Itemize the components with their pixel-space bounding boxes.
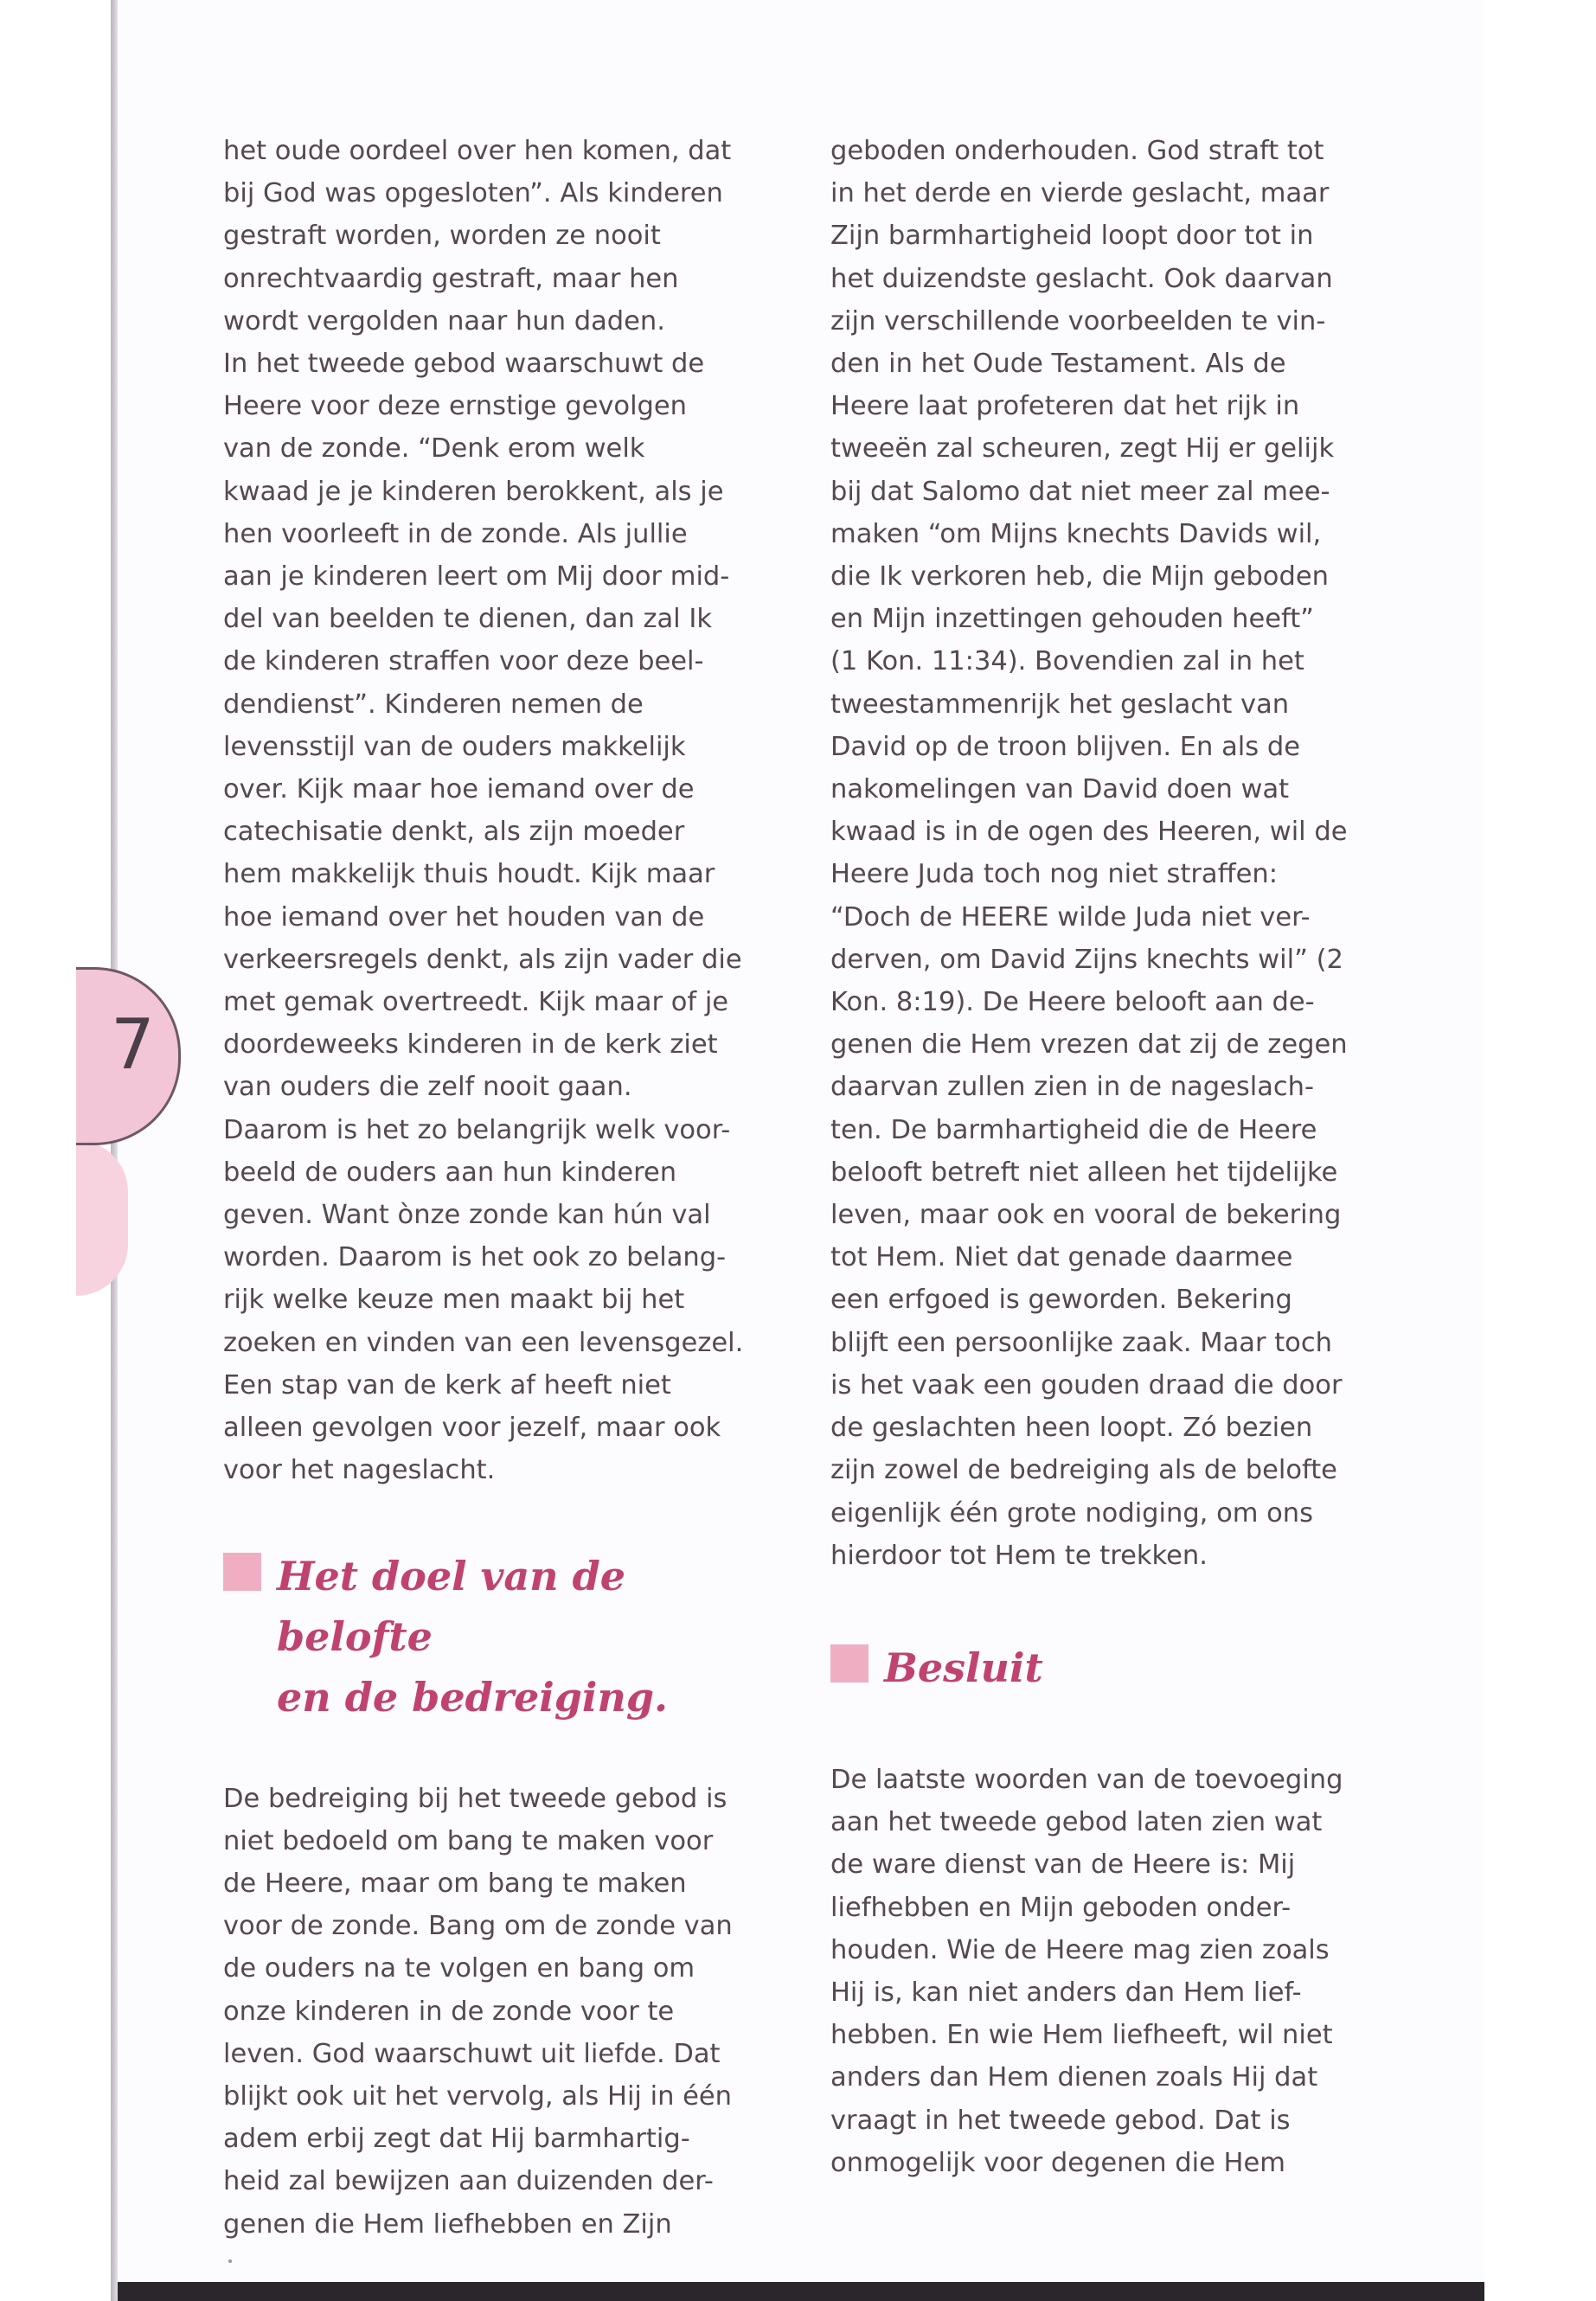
section-heading-besluit: [830, 1638, 1371, 1698]
right-column: [830, 130, 1371, 2184]
scan-margin-right: [1484, 0, 1596, 2301]
left-column: [223, 130, 764, 2246]
right-paragraph-1: geboden onderhouden. God straft tot in het derde en vierde geslacht, maar Zijn barmhartigheid loopt door tot in het duizendste geslacht. Ook daarvan zijn verschillende voorbeelden te vin- den in het Oude Testament. Als de Heere laat profeteren dat het rijk in tweeën zal scheuren, zegt Hij er gelijk bij dat Salomo dat niet meer zal mee- maken “om Mijns knechts Davids wil, die Ik verkoren heb, die Mijn geboden en Mijn inzettingen gehouden heeft” (1 Kon. 11:34). Bovendien zal in het tweestammenrijk het geslacht van David op de troon blijven. En als de nakomelingen van David doen wat kwaad is in de ogen des Heeren, wil de Heere Juda toch nog niet straffen: “Doch de HEERE wilde Juda niet ver- derven, om David Zijns knechts wil” (2 Kon. 8:19). De Heere belooft aan de- genen die Hem vrezen dat zij de zegen daarvan zullen zien in de nageslach- ten. De barmhartigheid die de Heere belooft betreft niet alleen het tijdelijke leven, maar ook en vooral de bekering tot Hem. Niet dat genade daarmee een erfgoed is geworden. Bekering blijft een persoonlijke zaak. Maar toch is het vaak een gouden draad die door de geslachten heen loopt. Zó bezien zijn zowel de bedreiging als de belofte eigenlijk één grote nodiging, om ons hierdoor tot Hem te trekken.: [830, 136, 1348, 1571]
right-paragraph-2: De laatste woorden van de toevoeging aan het tweede gebod laten zien wat de ware dienst van de Heere is: Mij liefhebben en Mijn geboden onder- houden. Wie de Heere mag zien zoals Hij is, kan niet anders dan Hem lief- hebben. En wie Hem liefheeft, wil niet anders dan Hem dienen zoals Hij dat vraagt in het tweede gebod. Dat is onmogelijk voor degenen die Hem: [830, 1764, 1343, 2178]
chapter-tab-number: 7: [111, 1004, 155, 1085]
section-heading-besluit-text: Besluit: [884, 1644, 1043, 1691]
left-paragraph-1: het oude oordeel over hen komen, dat bij God was opgesloten”. Als kinderen gestraft worden, worden ze nooit onrechtvaardig gestraft, maar hen wordt vergolden naar hun daden. In het tweede gebod waarschuwt de Heere voor deze ernstige gevolgen van de zonde. “Denk erom welk kwaad je je kinderen berokkent, als je hen voorleeft in de zonde. Als jullie aan je kinderen leert om Mij door mid- del van beelden te dienen, dan zal Ik de kinderen straffen voor deze beel- dendienst”. Kinderen nemen de levensstijl van de ouders makkelijk over. Kijk maar hoe iemand over de catechisatie denkt, als zijn moeder hem makkelijk thuis houdt. Kijk maar hoe iemand over het houden van de verkeersregels denkt, als zijn vader die met gemak overtreedt. Kijk maar of je doordeweeks kinderen in de kerk ziet van ouders die zelf nooit gaan. Daarom is het zo belangrijk welk voor- beeld de ouders aan hun kinderen geven. Want ònze zonde kan hún val worden. Daarom is het ook zo belang- rijk welke keuze men maakt bij het zoeken en vinden van een levensgezel. Een stap van de kerk af heeft niet alleen gevolgen voor jezelf, maar ook voor het nageslacht.: [223, 136, 744, 1486]
section-heading-doel-text: Het doel van de belofte en de bedreiging.: [277, 1552, 669, 1721]
page-bottom-edge: [118, 2282, 1484, 2301]
scan-speck: [228, 2259, 232, 2263]
section-heading-doel: [223, 1546, 764, 1727]
left-paragraph-2: De bedreiging bij het tweede gebod is niet bedoeld om bang te maken voor de Heere, maar om bang te maken voor de zonde. Bang om de zonde van de ouders na te volgen en bang om onze kinderen in de zonde voor te leven. God waarschuwt uit liefde. Dat blijkt ook uit het vervolg, als Hij in één adem erbij zegt dat Hij barmhartig- heid zal bewijzen aan duizenden der- genen die Hem liefhebben en Zijn: [223, 1783, 733, 2240]
page-binding-edge: [111, 0, 118, 2301]
heading-square-icon: [223, 1553, 261, 1591]
heading-square-icon: [830, 1644, 869, 1682]
